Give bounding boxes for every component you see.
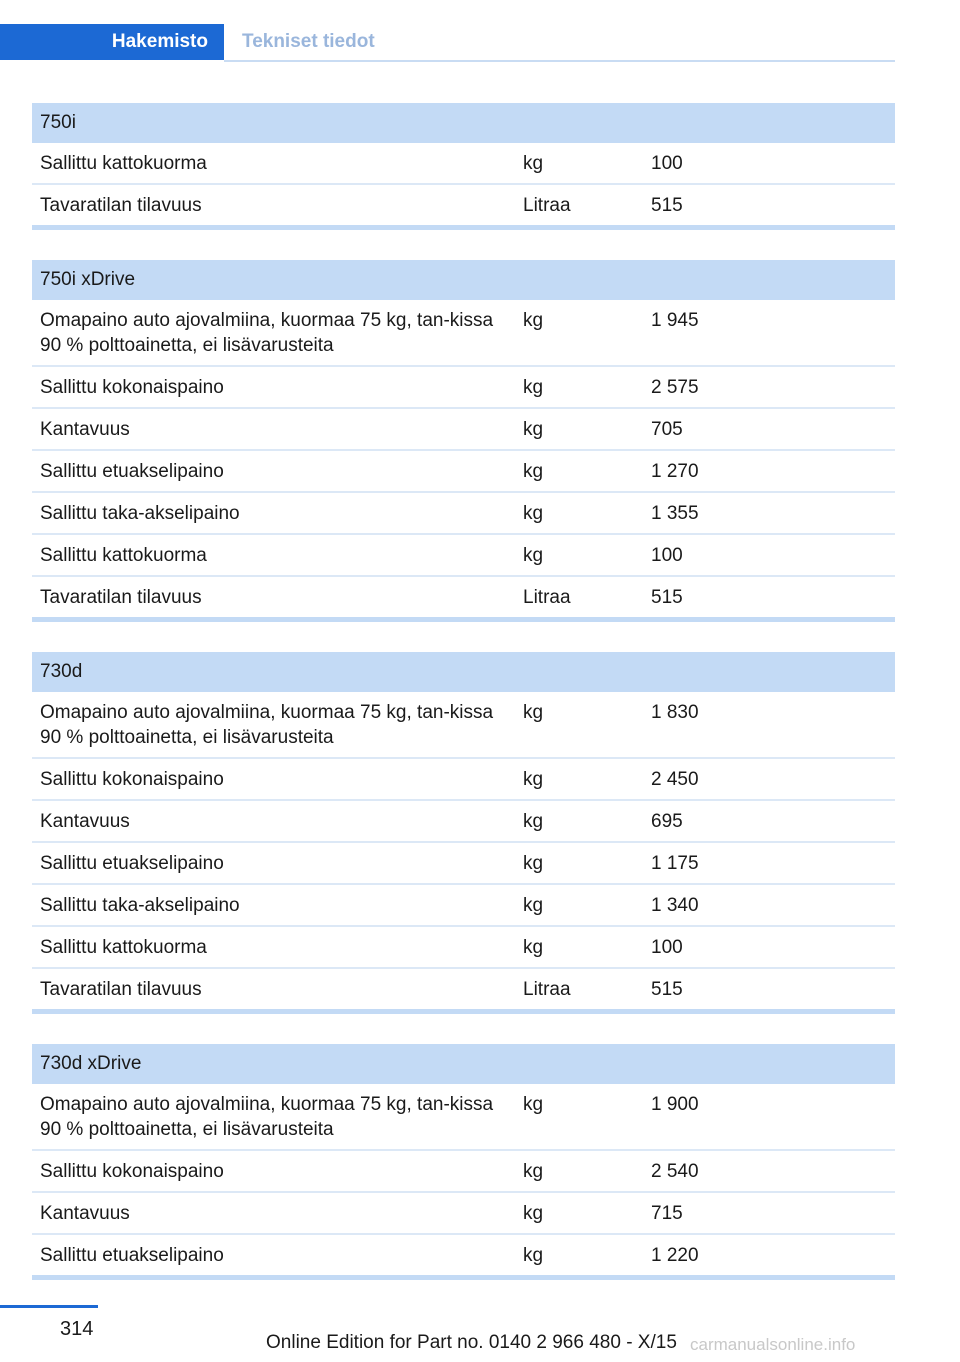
- row-value: 1 270: [643, 450, 895, 492]
- table-row: [32, 884, 895, 926]
- table-title: 730d xDrive: [32, 1044, 895, 1084]
- table-title: 750i: [32, 103, 895, 143]
- spec-table: [32, 103, 895, 230]
- row-value: 1 355: [643, 492, 895, 534]
- row-value: 2 450: [643, 758, 895, 800]
- table-row: [32, 534, 895, 576]
- table-header: [32, 652, 895, 692]
- row-label: Kantavuus: [32, 1192, 515, 1234]
- spec-tables: [32, 103, 895, 1310]
- row-value: 2 575: [643, 366, 895, 408]
- row-unit: kg: [515, 1150, 643, 1192]
- table-row: [32, 492, 895, 534]
- table-row: [32, 758, 895, 800]
- row-label: Sallittu kattokuorma: [32, 926, 515, 968]
- table-row: [32, 1192, 895, 1234]
- table-title: 730d: [32, 652, 895, 692]
- row-unit: kg: [515, 884, 643, 926]
- row-unit: kg: [515, 143, 643, 184]
- table-row: [32, 300, 895, 366]
- row-unit: kg: [515, 534, 643, 576]
- row-label: Sallittu kattokuorma: [32, 143, 515, 184]
- row-unit: kg: [515, 758, 643, 800]
- nav-divider: [224, 60, 895, 62]
- row-label: Sallittu kokonaispaino: [32, 1150, 515, 1192]
- watermark: carmanualsonline.info: [690, 1335, 856, 1354]
- row-label: Sallittu kokonaispaino: [32, 758, 515, 800]
- row-label: Tavaratilan tilavuus: [32, 576, 515, 620]
- top-navigation: [0, 24, 895, 62]
- row-label: Kantavuus: [32, 800, 515, 842]
- table-header: [32, 260, 895, 300]
- spec-table: [32, 652, 895, 1014]
- table-header: [32, 103, 895, 143]
- row-label: Tavaratilan tilavuus: [32, 968, 515, 1012]
- row-unit: kg: [515, 408, 643, 450]
- table-row: [32, 800, 895, 842]
- tab-tekniset-tiedot[interactable]: Tekniset tiedot: [242, 31, 375, 52]
- table-row: [32, 842, 895, 884]
- row-value: 515: [643, 576, 895, 620]
- row-value: 1 220: [643, 1234, 895, 1278]
- table-row: [32, 184, 895, 228]
- row-label: Omapaino auto ajovalmiina, kuormaa 75 kg, tan-kissa 90 % polttoainetta, ei lisävarusteita: [32, 1084, 515, 1150]
- row-value: 515: [643, 968, 895, 1012]
- page-number: 314: [60, 1318, 94, 1340]
- footer-accent-rule: [0, 1305, 98, 1308]
- row-unit: kg: [515, 366, 643, 408]
- row-value: 1 830: [643, 692, 895, 758]
- row-value: 715: [643, 1192, 895, 1234]
- table-row: [32, 692, 895, 758]
- row-unit: kg: [515, 450, 643, 492]
- row-label: Sallittu kattokuorma: [32, 534, 515, 576]
- row-value: 1 340: [643, 884, 895, 926]
- table-row: [32, 450, 895, 492]
- row-unit: kg: [515, 800, 643, 842]
- row-value: 695: [643, 800, 895, 842]
- row-value: 1 945: [643, 300, 895, 366]
- row-value: 515: [643, 184, 895, 228]
- row-unit: kg: [515, 926, 643, 968]
- table-header: [32, 1044, 895, 1084]
- row-label: Tavaratilan tilavuus: [32, 184, 515, 228]
- table-row: [32, 968, 895, 1012]
- table-row: [32, 1150, 895, 1192]
- row-value: 705: [643, 408, 895, 450]
- row-unit: kg: [515, 842, 643, 884]
- row-label: Omapaino auto ajovalmiina, kuormaa 75 kg, tan-kissa 90 % polttoainetta, ei lisävarusteita: [32, 300, 515, 366]
- row-label: Sallittu etuakselipaino: [32, 450, 515, 492]
- row-label: Sallittu etuakselipaino: [32, 1234, 515, 1278]
- edition-text: Online Edition for Part no. 0140 2 966 480 - X/15: [266, 1332, 677, 1353]
- row-value: 2 540: [643, 1150, 895, 1192]
- table-row: [32, 926, 895, 968]
- row-unit: Litraa: [515, 968, 643, 1012]
- row-label: Sallittu etuakselipaino: [32, 842, 515, 884]
- row-unit: kg: [515, 300, 643, 366]
- row-label: Omapaino auto ajovalmiina, kuormaa 75 kg, tan-kissa 90 % polttoainetta, ei lisävarusteita: [32, 692, 515, 758]
- spec-table: [32, 260, 895, 622]
- table-row: [32, 1084, 895, 1150]
- table-row: [32, 366, 895, 408]
- table-title: 750i xDrive: [32, 260, 895, 300]
- tables-container: [32, 103, 895, 1280]
- row-unit: kg: [515, 692, 643, 758]
- row-value: 100: [643, 926, 895, 968]
- table-row: [32, 1234, 895, 1278]
- row-unit: Litraa: [515, 576, 643, 620]
- row-value: 1 175: [643, 842, 895, 884]
- table-row: [32, 576, 895, 620]
- row-value: 100: [643, 143, 895, 184]
- row-unit: kg: [515, 1084, 643, 1150]
- row-label: Kantavuus: [32, 408, 515, 450]
- row-label: Sallittu taka-akselipaino: [32, 884, 515, 926]
- row-label: Sallittu taka-akselipaino: [32, 492, 515, 534]
- row-unit: kg: [515, 492, 643, 534]
- row-unit: kg: [515, 1234, 643, 1278]
- row-value: 1 900: [643, 1084, 895, 1150]
- spec-table: [32, 1044, 895, 1280]
- row-unit: Litraa: [515, 184, 643, 228]
- row-unit: kg: [515, 1192, 643, 1234]
- table-row: [32, 143, 895, 184]
- row-value: 100: [643, 534, 895, 576]
- row-label: Sallittu kokonaispaino: [32, 366, 515, 408]
- tab-hakemisto[interactable]: Hakemisto: [0, 24, 224, 60]
- table-row: [32, 408, 895, 450]
